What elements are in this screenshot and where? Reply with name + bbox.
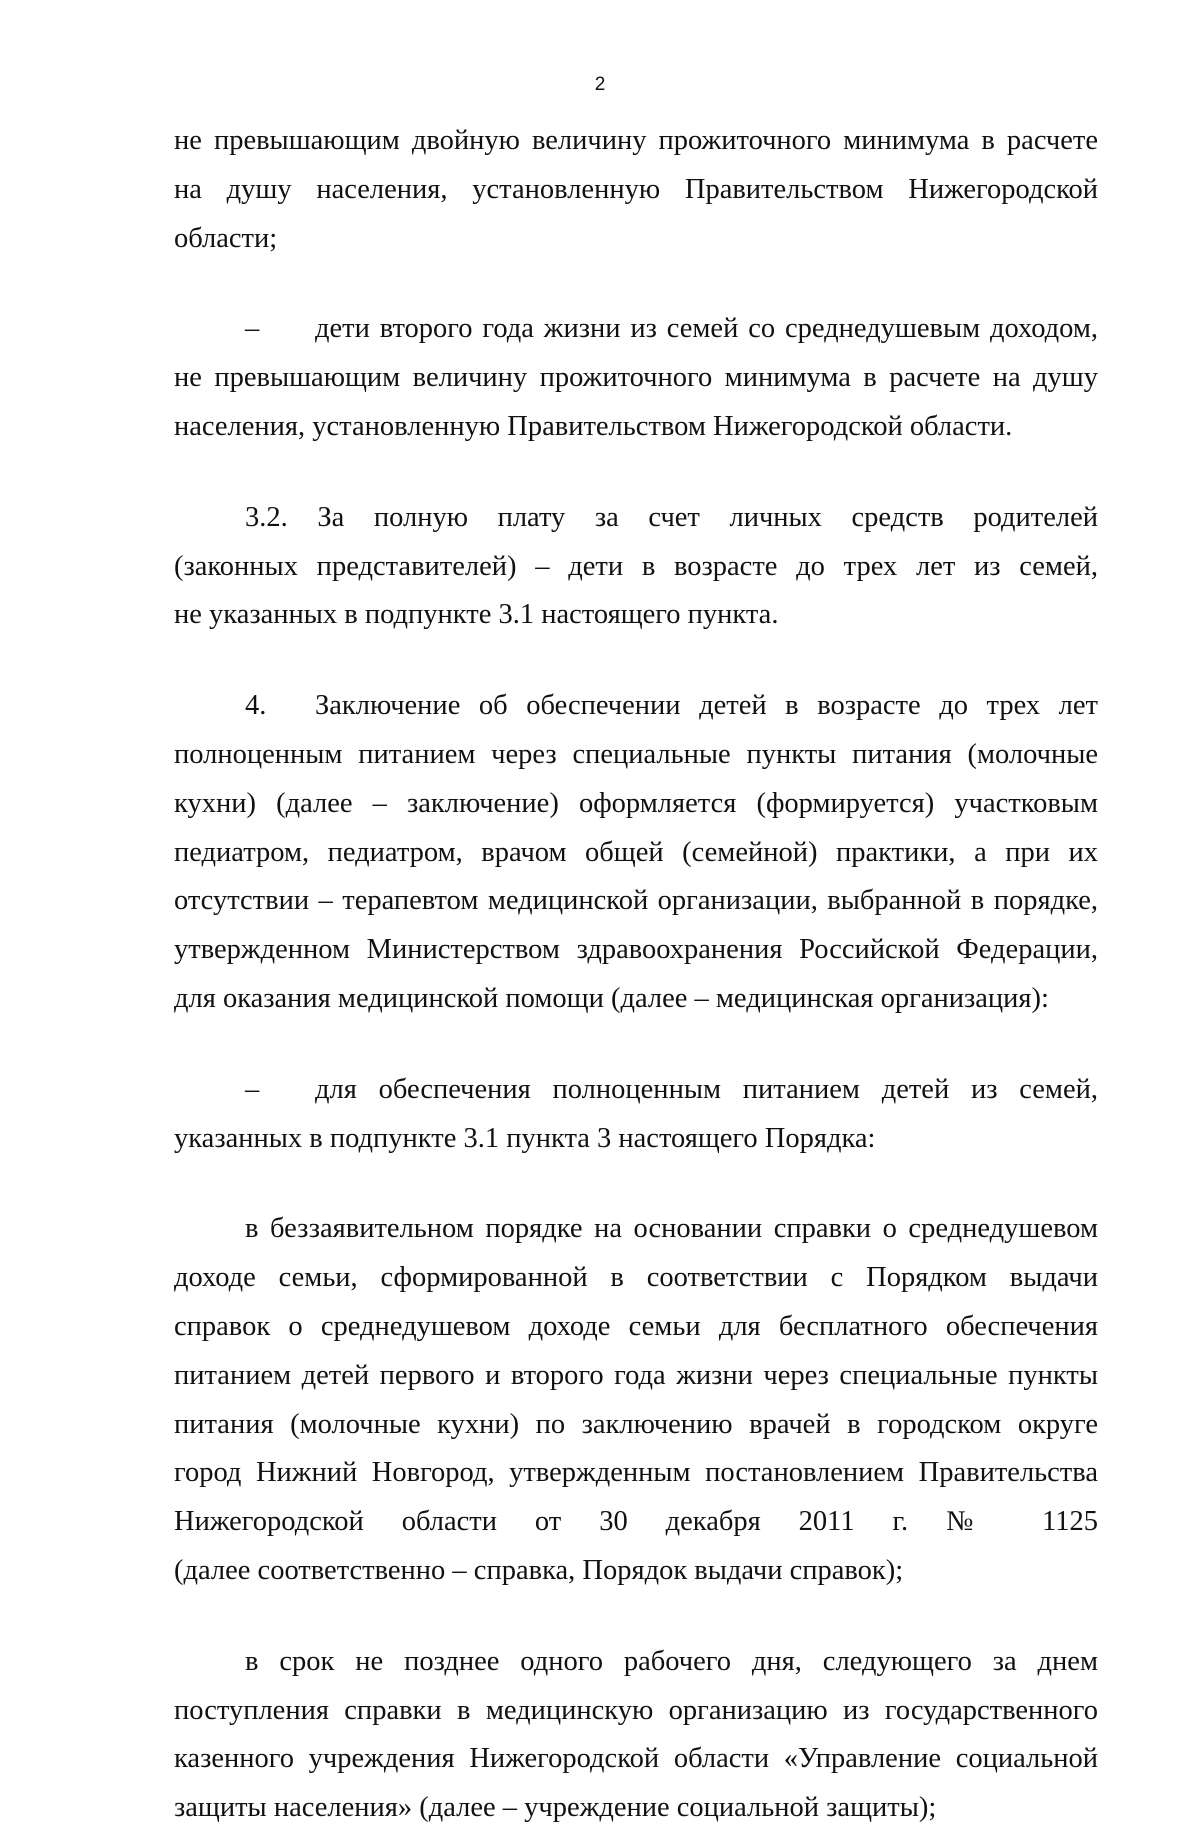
text-line: полноценным питанием через специальные пункты питания (молочные — [174, 738, 1098, 770]
text-line: населения, установленную Правительством Нижегородской области. — [174, 410, 1013, 442]
text-line: утвержденном Министерством здравоохранения Российской Федерации, — [174, 934, 1098, 966]
text-line: не превышающим двойную величину прожиточного минимума в расчете — [174, 125, 1098, 156]
text-line: кухни) (далее – заключение) оформляется (формируется) участковым — [174, 787, 1098, 819]
text-line: доходе семьи, сформированной в соответствии с Порядком выдачи — [174, 1262, 1098, 1294]
text-line: Нижегородской области от 30 декабря 2011 г. № 1125 — [174, 1506, 1098, 1538]
text-line-content: Заключение об обеспечении детей в возрасте до трех лет — [315, 690, 1098, 722]
text-line: (законных представителей) – дети в возрасте до трех лет из семей, — [174, 550, 1098, 582]
list-marker: 4. — [245, 690, 267, 722]
text-line-content: дети второго года жизни из семей со среднедушевым доходом, — [315, 313, 1098, 345]
text-line: для оказания медицинской помощи (далее – медицинская организация): — [174, 982, 1049, 1014]
list-marker: – — [245, 313, 260, 345]
text-line: указанных в подпункте 3.1 пункта 3 настоящего Порядка: — [174, 1122, 876, 1154]
paragraph-gap — [174, 263, 1098, 305]
text-line — [174, 1066, 1098, 1115]
text-line: справок о среднедушевом доходе семьи для бесплатного обеспечения — [174, 1310, 1098, 1342]
text-line — [174, 682, 1098, 731]
paragraph-gap — [174, 1596, 1098, 1638]
list-marker: – — [245, 1073, 260, 1105]
text-line: (далее соответственно – справка, Порядок выдачи справок); — [174, 1554, 904, 1586]
text-line: питания (молочные кухни) по заключению врачей в городском округе — [174, 1408, 1098, 1440]
text-line — [174, 305, 1098, 354]
text-line: не превышающим величину прожиточного минимума в расчете на душу — [174, 362, 1098, 394]
text-line: город Нижний Новгород, утвержденным постановлением Правительства — [174, 1457, 1098, 1489]
paragraph — [174, 305, 1098, 451]
paragraph — [174, 1066, 1098, 1164]
text-line: в срок не позднее одного рабочего дня, следующего за днем — [245, 1645, 1098, 1677]
text-line: защиты населения» (далее – учреждение социальной защиты); — [174, 1792, 937, 1824]
paragraph — [174, 1205, 1098, 1595]
paragraph — [174, 1638, 1098, 1833]
text-line: 3.2. За полную плату за счет личных средств родителей — [245, 501, 1098, 533]
paragraph-gap — [174, 640, 1098, 682]
page-number: 2 — [594, 74, 606, 95]
paragraph-gap — [174, 452, 1098, 494]
paragraph — [174, 117, 1098, 263]
paragraph-gap — [174, 1163, 1098, 1205]
text-line: казенного учреждения Нижегородской области «Управление социальной — [174, 1743, 1098, 1775]
text-line-content: для обеспечения полноценным питанием детей из семей, — [315, 1073, 1098, 1105]
text-line: поступления справки в медицинскую организацию из государственного — [174, 1694, 1098, 1726]
paragraph — [174, 494, 1098, 640]
document-body — [174, 117, 1098, 1833]
text-line: не указанных в подпункте 3.1 настоящего пункта. — [174, 599, 779, 631]
paragraph-gap — [174, 1024, 1098, 1066]
text-line: на душу населения, установленную Правительством Нижегородской — [174, 173, 1098, 205]
text-line: отсутствии – терапевтом медицинской организации, выбранной в порядке, — [174, 885, 1098, 917]
text-line: педиатром, педиатром, врачом общей (семейной) практики, а при их — [174, 836, 1098, 868]
text-line: питанием детей первого и второго года жизни через специальные пункты — [174, 1359, 1098, 1391]
text-line: в беззаявительном порядке на основании справки о среднедушевом — [245, 1213, 1098, 1245]
text-line: области; — [174, 222, 278, 254]
paragraph — [174, 682, 1098, 1024]
